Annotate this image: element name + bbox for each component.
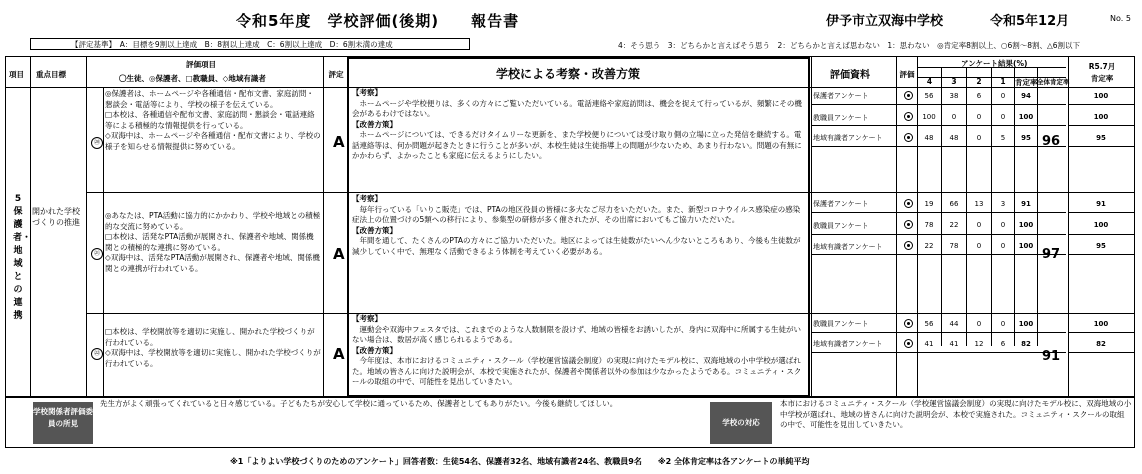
rating-value: A — [333, 133, 345, 151]
excellent-mark-icon — [904, 112, 913, 121]
survey-name: 地域有識者アンケート — [813, 243, 883, 251]
row-number: ⑳ — [91, 137, 103, 149]
survey-value: 0 — [1000, 92, 1006, 100]
response-text: 本市におけるコミュニティ・スクール（学校運営協議会制度）の実現に向けたモデル校に、双海地域の小中学校が選ばれ、地域の皆さんに向けた説明会が、本校で実施された。コミュニティ・スクールの取組の中で、可能性を見出していきたい。 — [780, 399, 1132, 429]
r5-value: 95 — [1096, 134, 1106, 142]
consideration-row-21: 【考察】 毎年行っている「いりこ販売」では、PTAの地区役員の皆様に多大なご尽力をいただいた。また、新型コロナウイルス感染症の感染症法上の位置づけの5類への移行により、参集型の研修が多く催されたが、その出席においてもご協力いただいた。 【改善方策】 年間を通して、たくさんのPTAの方々にご協力いただいた。地区によっては生徒数がたいへん少ないところもあり、今後も生徒数が減少していく中で、無理なく活動できるよう体制を考えていく必要がある。 — [352, 194, 801, 256]
col-r5: R5.7月 — [1088, 62, 1116, 71]
survey-value: 0 — [976, 320, 982, 328]
survey-value: 0 — [976, 221, 982, 229]
survey-name: 教職員アンケート — [813, 222, 869, 230]
col-eval-material: 評価資料 — [830, 70, 870, 81]
school-name: 伊予市立双海中学校 — [826, 14, 944, 29]
survey-value: 0 — [1000, 242, 1006, 250]
footer-note: ※1「よりよい学校づくりのためのアンケート」回答者数：生徒54名、保護者32名、地域有識者24名、教職員9名 ※2 全体肯定率は各アンケートの単純平均 — [230, 457, 810, 466]
page-title: 令和5年度 学校評価(後期) 報告書 — [236, 12, 520, 30]
survey-value: 6 — [976, 92, 982, 100]
eval-item-text: □本校は、学校開放等を適切に実施し、開かれた学校づくりが行われている。 ◇双海中は、学校開放等を適切に実施し、開かれた学校づくりが行われている。 — [105, 327, 321, 368]
col-n3: 3 — [951, 77, 957, 86]
affirm-value: 82 — [1021, 340, 1031, 348]
excellent-mark-icon — [904, 339, 913, 348]
rating-value: A — [333, 345, 345, 363]
survey-value: 48 — [949, 134, 959, 142]
affirm-value: 100 — [1018, 242, 1034, 250]
survey-value: 100 — [922, 113, 936, 121]
col-n1: 1 — [1000, 77, 1006, 86]
survey-value: 6 — [1000, 340, 1006, 348]
survey-value: 78 — [949, 242, 959, 250]
eval-item-text: ◎あなたは、PTA活動に協力的にかかわり、学校や地域との積極的な交流に努めている。 □本校は、活発なPTA活動が展開され、保護者や地域、関係機関との積極的な連携に努めている。 ◇双海中は、活発なPTA活動が展開され、保護者や地域、関係機関との連携が行われている。 — [105, 211, 321, 273]
survey-value: 22 — [924, 242, 934, 250]
survey-value: 0 — [1000, 320, 1006, 328]
r5-value: 82 — [1096, 340, 1106, 348]
survey-value: 0 — [1000, 113, 1006, 121]
col-r5-sub: 肯定率 — [1090, 74, 1114, 83]
excellent-mark-icon — [904, 220, 913, 229]
committee-text: 先生方がよく頑張ってくれていると日々感じている。子どもたちが安心して学校に通っているため、保護者としてもありがたい。今後も継続してほしい。 — [100, 399, 618, 408]
survey-value: 48 — [924, 134, 934, 142]
r5-value: 95 — [1096, 242, 1106, 250]
excellent-mark-icon — [904, 133, 913, 142]
affirm-value: 91 — [1021, 200, 1031, 208]
survey-value: 12 — [974, 340, 984, 348]
report-date: 令和5年12月 — [990, 14, 1070, 29]
survey-value: 56 — [924, 320, 934, 328]
survey-value: 13 — [974, 200, 984, 208]
survey-name: 保護者アンケート — [813, 200, 869, 208]
consideration-row-22: 【考察】 運動会や双海中フェスタでは、これまでのような人数制限を設けず、地域の皆様をお誘いしたが、身内に双海中に所属する生徒がいない場合は、数居が高く感じられるようである。 【改善方策】 今年度は、本市におけるコミュニティ・スクール（学校運営協議会制度）の実現に向けたモデル校に、双海地域の小中学校が選ばれた。地域の皆さんに向けた説明会が、本校で実施されたが、保護者や関係者以外の参加は少なかったようである。コミュニティ・スクールの取組の中で、可能性を見出していきたい。 — [352, 314, 802, 386]
legend-text: 4：そう思う 3：どちらかと言えばそう思う 2：どちらかと言えば思わない 1：思わない ◎肯定率8割以上、○6割～8割、△6割以下 — [618, 41, 1081, 50]
r5-value: 100 — [1093, 320, 1109, 328]
overall-affirm: 91 — [1042, 349, 1061, 364]
survey-name: 保護者アンケート — [813, 92, 869, 100]
criteria-box: 【評定基準】 A：目標を9割以上達成 B：8割以上達成 C：6割以上達成 D：6割未満の達成 — [30, 38, 470, 50]
overall-affirm: 97 — [1042, 247, 1061, 262]
excellent-mark-icon — [904, 91, 913, 100]
survey-name: 地域有識者アンケート — [813, 340, 883, 348]
r5-value: 100 — [1093, 92, 1109, 100]
col-rating: 評定 — [328, 70, 344, 79]
row-number: ㉑ — [91, 248, 103, 260]
col-eval-item: 評価項目 — [186, 60, 216, 69]
affirm-value: 95 — [1021, 134, 1031, 142]
survey-value: 0 — [976, 134, 982, 142]
col-n2: 2 — [976, 77, 982, 86]
survey-value: 0 — [976, 113, 982, 121]
survey-name: 教職員アンケート — [813, 320, 869, 328]
survey-value: 0 — [976, 242, 982, 250]
page-number: No. 5 — [1110, 14, 1131, 23]
committee-label: 学校関係者評価委員の所見 — [33, 402, 93, 444]
overall-affirm: 96 — [1042, 134, 1061, 149]
eval-item-text: ◎保護者は、ホームページや各種通信・配布文書、家庭訪問・懇談会・電話等により、学校の様子を伝えている。 □本校は、各種通信や配布文書、家庭訪問・懇談会・電話連絡等による積極的な情報提供を行っている。 ◇双海中は、ホームページや各種通信・配布文書により、学校の様子を知らせる情報提供に努めている。 — [105, 89, 321, 151]
r5-value: 91 — [1096, 200, 1106, 208]
survey-name: 教職員アンケート — [813, 114, 869, 122]
survey-value: 56 — [924, 92, 934, 100]
r5-value: 100 — [1093, 113, 1109, 121]
row-number: ㉒ — [91, 348, 103, 360]
survey-value: 44 — [949, 320, 959, 328]
rating-value: A — [333, 245, 345, 263]
col-overall: 全体肯定率 — [1037, 78, 1070, 86]
survey-value: 5 — [1000, 134, 1006, 142]
affirm-value: 100 — [1018, 221, 1034, 229]
col-survey: アンケート結果(%) — [961, 59, 1028, 68]
excellent-mark-icon — [904, 241, 913, 250]
consideration-row-20: 【考察】 ホームページや学校便りは、多くの方々にご覧いただいている。電話連絡や家庭訪問は、機会を捉えて行っているが、頻繁にその機会があるわけではない。 【改善方策】 ホームページについては、できるだけタイムリーな更新を、また学校便りについては受け取り側の立場に立った発信を継続する。電話連絡等は、何か問題が起きたときに行うことが多いが、本校生徒は生徒指導上の問題が少ないため、あまり行わない。問題の有無にかかわらず、よかったことも家庭に伝えるようにしたい。 — [352, 88, 802, 160]
survey-value: 41 — [924, 340, 934, 348]
survey-value: 38 — [949, 92, 959, 100]
col-goal: 重点目標 — [36, 70, 66, 79]
col-eval: 評価 — [899, 70, 915, 79]
affirm-value: 100 — [1018, 320, 1034, 328]
survey-value: 22 — [949, 221, 959, 229]
col-item: 項目 — [9, 70, 24, 79]
survey-value: 19 — [924, 200, 934, 208]
survey-name: 地域有識者アンケート — [813, 134, 883, 142]
col-eval-sub: 〇生徒、◎保護者、□教職員、◇地域有識者 — [119, 74, 266, 83]
col-consideration: 学校による考察・改善方策 — [496, 67, 641, 81]
affirm-value: 94 — [1021, 92, 1031, 100]
response-label: 学校の対応 — [710, 402, 772, 444]
category-label: 5 保護者・地域との連携 — [13, 194, 32, 321]
goal-label: 開かれた学校づくりの推進 — [32, 207, 80, 227]
survey-value: 0 — [951, 113, 957, 121]
survey-value: 78 — [924, 221, 934, 229]
affirm-value: 100 — [1018, 113, 1034, 121]
col-n4: 4 — [926, 77, 933, 86]
col-affirm: 肯定率 — [1015, 78, 1038, 87]
excellent-mark-icon — [904, 319, 913, 328]
evaluation-table — [5, 56, 1135, 397]
r5-value: 100 — [1093, 221, 1109, 229]
survey-value: 66 — [949, 200, 959, 208]
survey-value: 41 — [949, 340, 959, 348]
survey-value: 0 — [1000, 221, 1006, 229]
survey-value: 3 — [1000, 200, 1006, 208]
excellent-mark-icon — [904, 199, 913, 208]
